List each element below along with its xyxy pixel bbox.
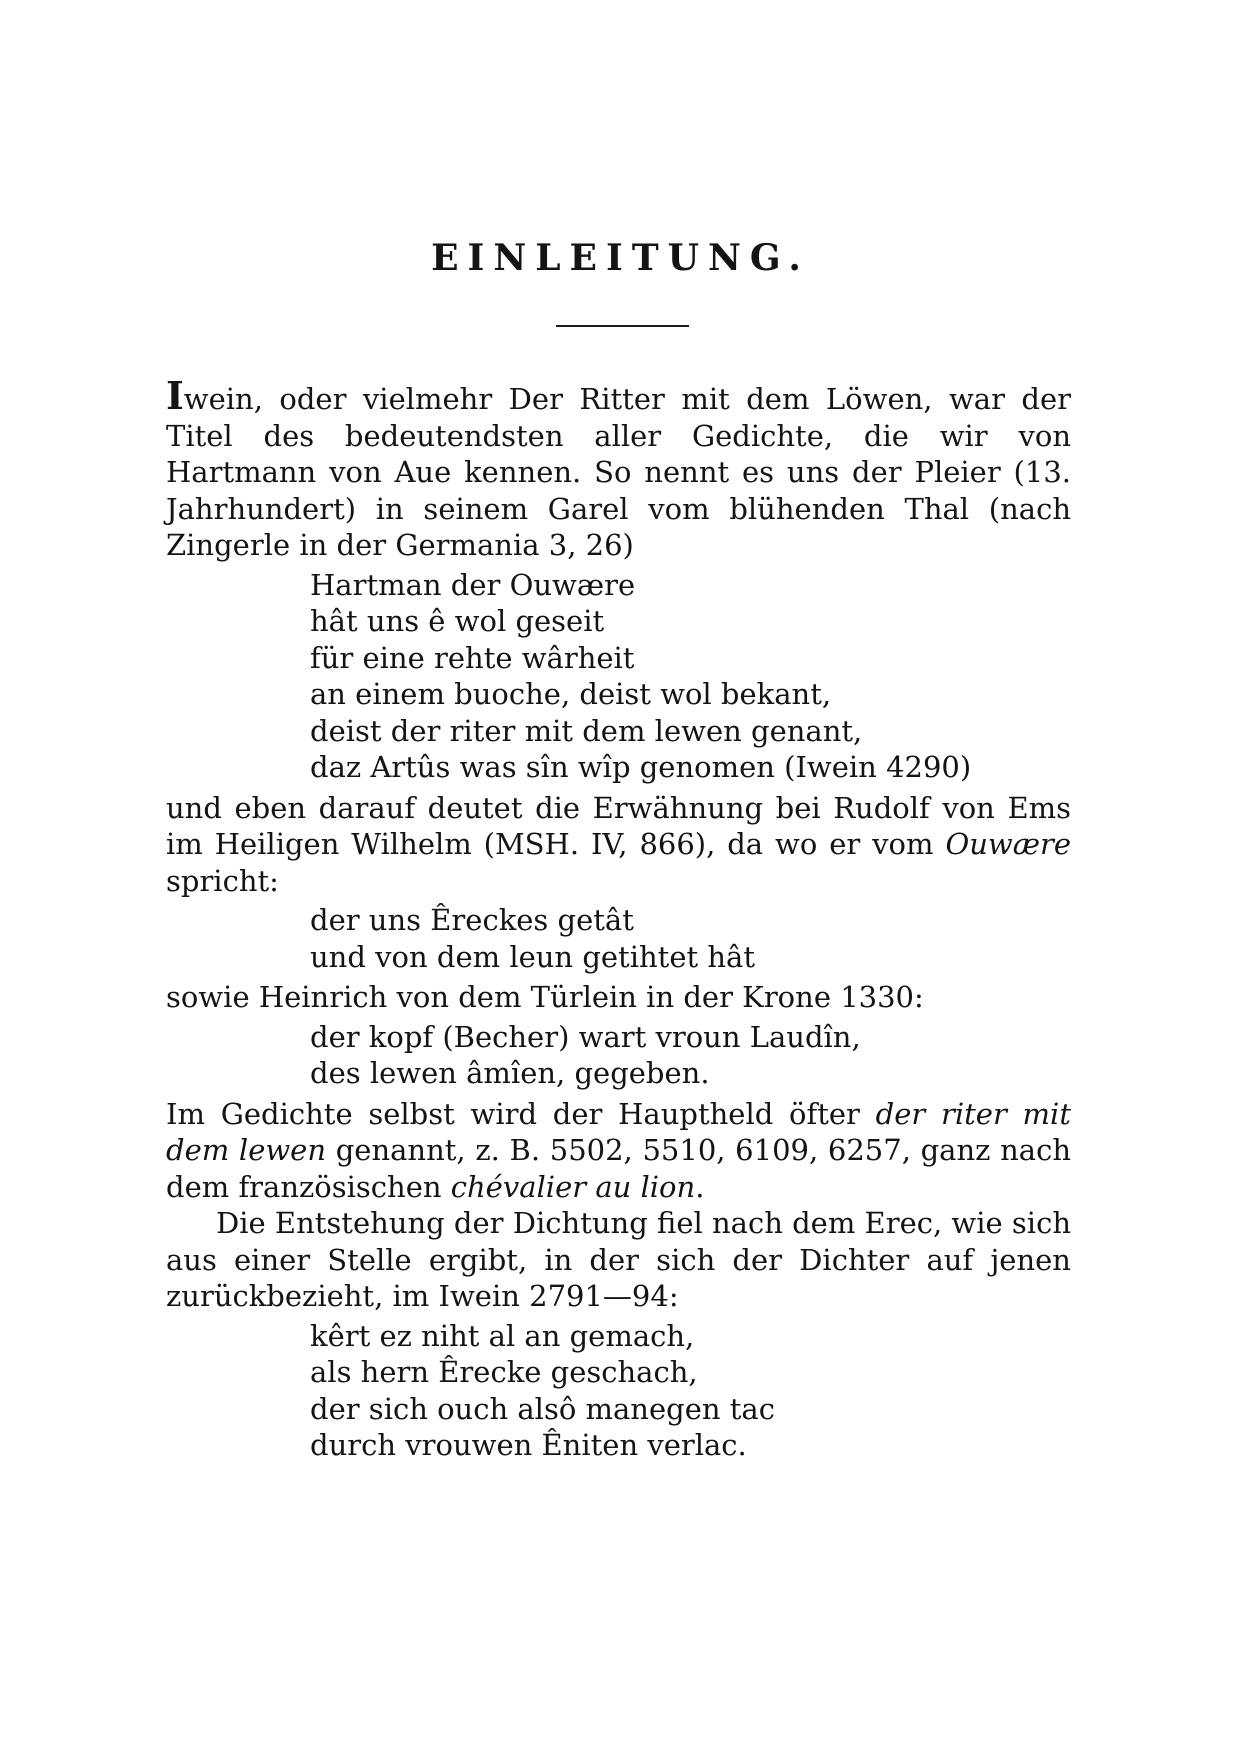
verse-line: der sich ouch alsô manegen tac [310, 1391, 775, 1426]
paragraph-hauptheld [166, 1096, 1071, 1206]
verse-line: hât uns ê wol geseit [310, 604, 605, 638]
paragraph-hauptheld-text: Im Gedichte selbst wird der Hauptheld öfter [166, 1096, 876, 1131]
paragraph-intro-text: wein, oder vielmehr Der Ritter mit dem Löwen, war der Titel des bedeutendsten aller Gedichte, die wir von Hartmann von Aue kennen. So nennt es uns der Pleier (13. Jahrhundert) in seinem Garel vom blühenden Thal (nach Zingerle in der Germania 3, 26) [166, 382, 1071, 562]
verse-line: durch vrouwen Êniten verlac. [310, 1428, 747, 1462]
paragraph-rudolf-end: spricht: [166, 863, 279, 898]
title-divider [556, 325, 689, 327]
paragraph-intro [166, 373, 1071, 564]
verse-line: deist der riter mit dem lewen genant, [310, 713, 863, 748]
body-text [166, 373, 1071, 1468]
paragraph-rudolf-text: und eben darauf deutet die Erwähnung bei Rudolf von Ems im Heiligen Wilhelm (MSH. IV, 866), da wo er vom [166, 790, 1071, 861]
verse-line: der uns Êreckes getât [310, 903, 634, 937]
verse-line: Hartman der Ouwære [310, 567, 636, 602]
chapter-title: EINLEITUNG. [431, 237, 810, 279]
paragraph-rudolf [166, 790, 1071, 900]
verse-pleier [310, 567, 1071, 786]
initial-letter: I [166, 373, 184, 418]
verse-line: und von dem leun getihtet hât [310, 939, 755, 974]
paragraph-entstehung: Die Entstehung der Dichtung fiel nach dem Erec, wie sich aus einer Stelle ergibt, in der sich der Dichter auf jenen zurückbezieht, im Iwein 2791—94: [166, 1206, 1071, 1313]
italic-term: der riter mit dem lewen [166, 1096, 1071, 1167]
verse-rudolf [310, 902, 1071, 975]
italic-term: chévalier au lion [450, 1169, 696, 1204]
paragraph-hauptheld-middle: genannt, z. B. 5502, 5510, 6109, 6257, ganz nach dem französischen [166, 1133, 1071, 1204]
paragraph-hauptheld-end: . [695, 1169, 705, 1204]
verse-heinrich [310, 1019, 1071, 1092]
verse-line: des lewen âmîen, gegeben. [310, 1056, 710, 1090]
verse-line: daz Artûs was sîn wîp genomen (Iwein 4290) [310, 750, 972, 784]
verse-line: kêrt ez niht al an gemach, [310, 1318, 695, 1353]
paragraph-heinrich: sowie Heinrich von dem Türlein in der Krone 1330: [166, 980, 924, 1014]
verse-line: an einem buoche, deist wol bekant, [310, 677, 832, 711]
verse-line: für eine rehte wârheit [310, 640, 635, 675]
verse-iwein [310, 1318, 1071, 1464]
verse-line: als hern Êrecke geschach, [310, 1355, 698, 1389]
verse-line: der kopf (Becher) wart vroun Laudîn, [310, 1019, 861, 1054]
italic-term: Ouwære [945, 827, 1071, 861]
